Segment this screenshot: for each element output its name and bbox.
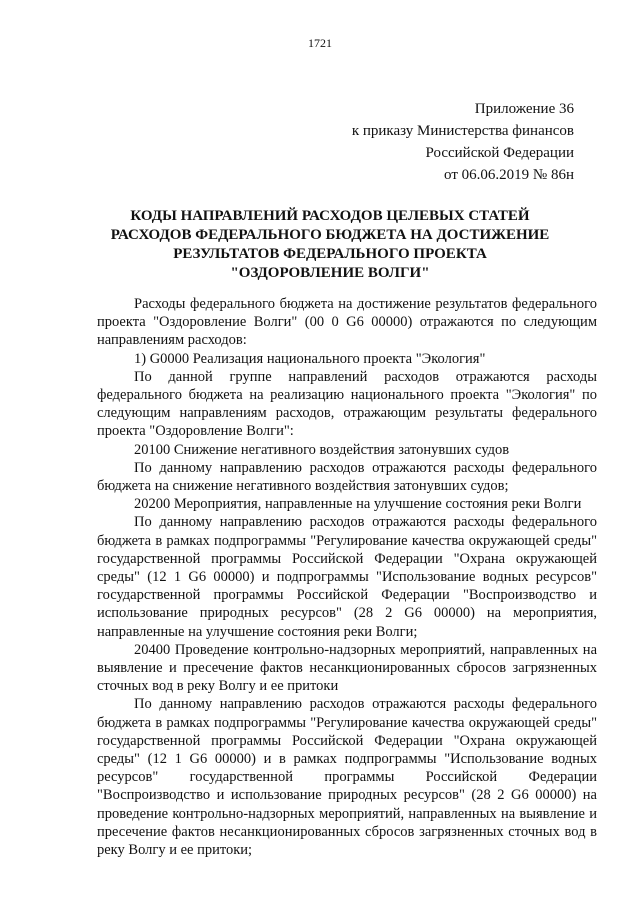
appendix-block — [352, 98, 574, 186]
appendix-line: Российской Федерации — [425, 145, 574, 161]
paragraph: 20200 Мероприятия, направленные на улучшение состояния реки Волги — [134, 496, 582, 513]
paragraph: По данному направлению расходов отражаются расходы федерального бюджета в рамках подпрограммы "Регулирование качества окружающей среды" государственной программы Российской Федерации "Охрана окружающей среды" (12 1 G6 00000) и в рамках подпрограммы "Использование водных ресурсов" государственной программы Российской Федерации "Воспроизводство и использование природных ресурсов" (28 2 G6 00000) на проведение контрольно-надзорных мероприятий, направленных на выявление и пресечение фактов несанкционированных сбросов загрязненных сточных вод в реку Волгу и ее притоки; — [97, 696, 597, 859]
paragraph: 1) G0000 Реализация национального проекта "Экология" — [134, 350, 486, 367]
paragraph: По данному направлению расходов отражаются расходы федерального бюджета в рамках подпрограммы "Регулирование качества окружающей среды" государственной программы Российской Федерации "Охрана окружающей среды" (12 1 G6 00000) и подпрограммы "Использование водных ресурсов" государственной программы Российской Федерации "Воспроизводство и использование природных ресурсов" (28 2 G6 00000) на мероприятия, направленные на улучшение состояния реки Волги; — [97, 514, 597, 640]
title-line: РЕЗУЛЬТАТОВ ФЕДЕРАЛЬНОГО ПРОЕКТА — [173, 246, 487, 262]
title-line: "ОЗДОРОВЛЕНИЕ ВОЛГИ" — [230, 265, 430, 281]
title-line: КОДЫ НАПРАВЛЕНИЙ РАСХОДОВ ЦЕЛЕВЫХ СТАТЕЙ — [130, 208, 530, 224]
appendix-line: к приказу Министерства финансов — [351, 123, 574, 139]
title-line: РАСХОДОВ ФЕДЕРАЛЬНОГО БЮДЖЕТА НА ДОСТИЖЕНИЕ — [110, 227, 550, 243]
page-number: 1721 — [308, 36, 332, 50]
appendix-line: от 06.06.2019 № 86н — [444, 167, 574, 183]
document-body — [97, 295, 597, 859]
paragraph: Расходы федерального бюджета на достижение результатов федерального проекта "Оздоровление Волги" (00 0 G6 00000) отражаются по следующим направлениям расходов: — [97, 296, 597, 349]
appendix-line: Приложение 36 — [474, 101, 574, 117]
document-title — [80, 207, 580, 283]
paragraph: 20400 Проведение контрольно-надзорных мероприятий, направленных на выявление и пресечение фактов несанкционированных сбросов загрязненных сточных вод в реку Волгу и ее притоки — [97, 641, 597, 695]
paragraph: 20100 Снижение негативного воздействия затонувших судов — [134, 441, 510, 458]
paragraph: По данному направлению расходов отражаются расходы федерального бюджета на снижение негативного воздействия затонувших судов; — [97, 459, 597, 495]
paragraph: По данной группе направлений расходов отражаются расходы федерального бюджета на реализацию национального проекта "Экология" по следующим направлениям расходов, отражающим результаты федерального проекта "Оздоровление Волги": — [97, 368, 597, 440]
